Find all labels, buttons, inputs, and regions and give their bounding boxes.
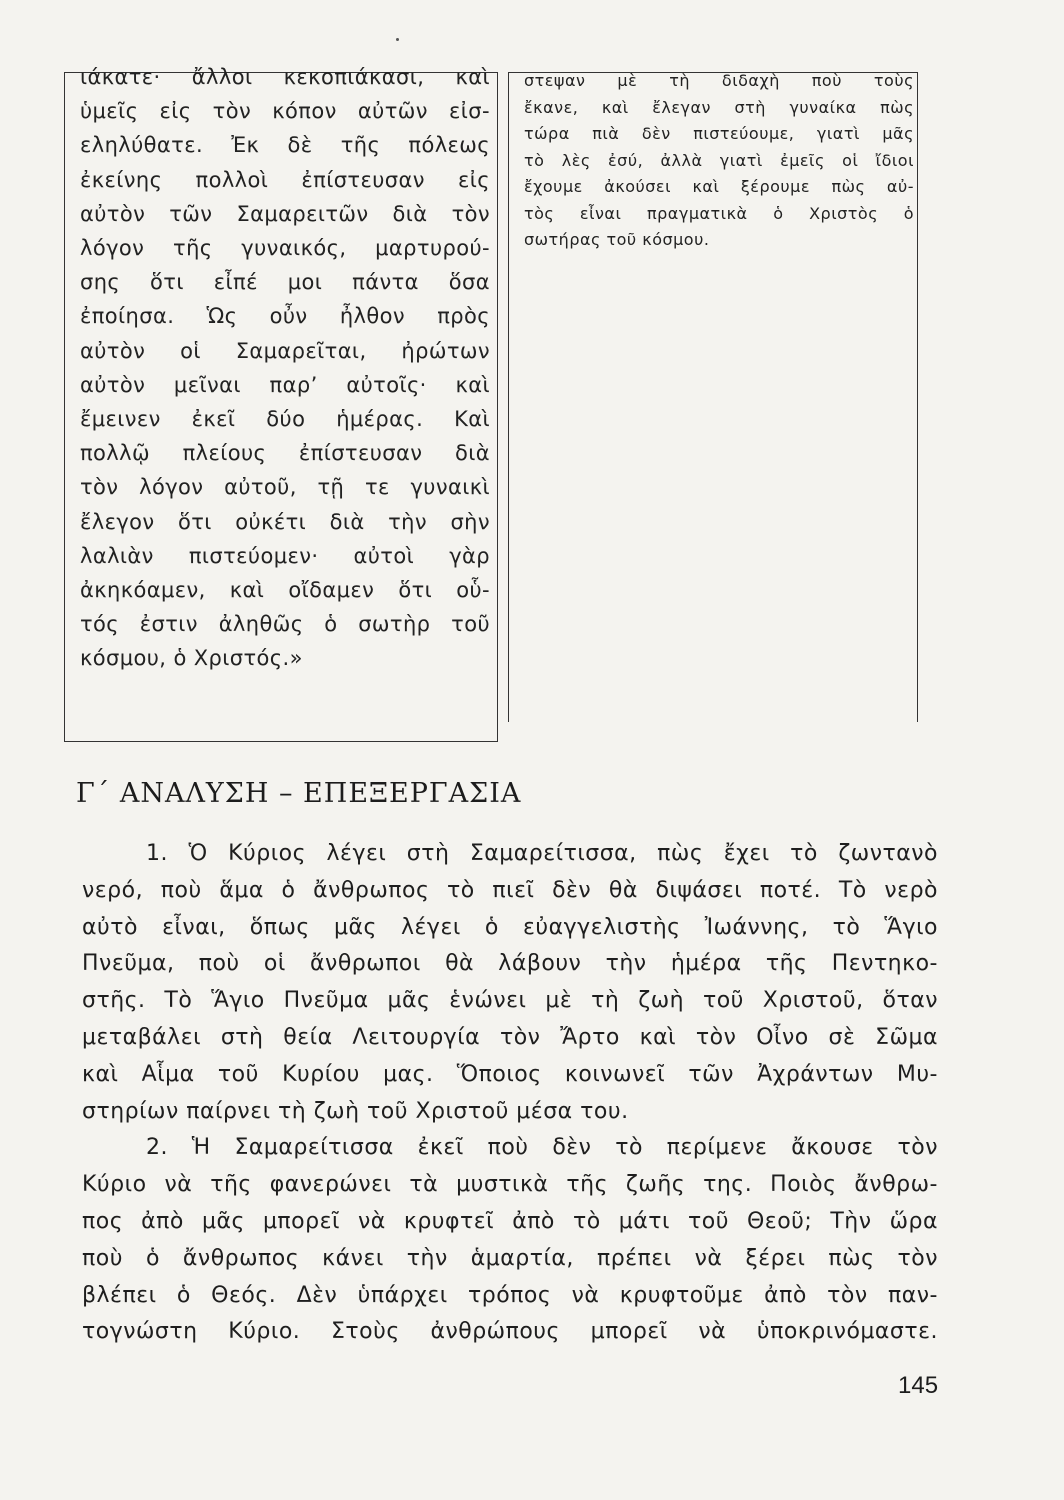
quote-left-line: τὸν λόγον αὐτοῦ, τῇ τε γυναικὶ [80, 475, 490, 500]
quote-right-line: στεψαν μὲ τὴ διδαχὴ ποὺ τοὺς [524, 71, 914, 90]
quote-left-line: ἔμεινεν ἐκεῖ δύο ἡμέρας. Καὶ [80, 407, 490, 432]
quote-right-line: τὸ λὲς ἐσύ, ἀλλὰ γιατὶ ἐμεῖς οἱ ἴδιοι [524, 150, 914, 170]
quote-right-line: ἔκανε, καὶ ἔλεγαν στὴ γυναίκα πὼς [524, 97, 914, 117]
quote-right-line: ἔχουμε ἀκούσει καὶ ξέρουμε πὼς αὐ- [524, 177, 914, 196]
quote-right-line: τὸς εἶναι πραγματικὰ ὁ Χριστὸς ὁ [524, 203, 914, 223]
quote-left-column [80, 60, 490, 676]
paragraph-1-line: Πνεῦμα, ποὺ οἱ ἄνθρωποι θὰ λάβουν τὴν ἡμέρα τῆς Πεντηκο- [82, 951, 938, 977]
paragraph-2-line: πος ἀπὸ μᾶς μπορεῖ νὰ κρυφτεῖ ἀπὸ τὸ μάτι τοῦ Θεοῦ; Τὴν ὥρα [82, 1208, 938, 1234]
paragraph-1-line: καὶ Αἷμα τοῦ Κυρίου μας. Ὅποιος κοινωνεῖ τῶν Ἀχράντων Μυ- [82, 1061, 938, 1087]
paragraph-2-line: Κύριο νὰ τῆς φανερώνει τὰ μυστικὰ τῆς ζωῆς της. Ποιὸς ἄνθρω- [82, 1172, 938, 1198]
quote-left-line: λόγον τῆς γυναικός, μαρτυρού- [80, 236, 490, 261]
quote-left-line: τός ἐστιν ἀληθῶς ὁ σωτὴρ τοῦ [80, 612, 490, 637]
quote-left-line: κόσμου, ὁ Χριστός.» [80, 646, 303, 671]
quote-left-line: ἐποίησα. Ὡς οὖν ἦλθον πρὸς [80, 304, 490, 329]
paragraph-1-line: αὐτὸ εἶναι, ὅπως μᾶς λέγει ὁ εὐαγγελιστὴς Ἰωάννης, τὸ Ἅγιο [82, 914, 938, 940]
paragraph-1-line: νερό, ποὺ ἅμα ὁ ἄνθρωπος τὸ πιεῖ δὲν θὰ διψάσει ποτέ. Τὸ νερὸ [82, 877, 938, 903]
paragraph-1-line: στηρίων παίρνει τὴ ζωὴ τοῦ Χριστοῦ μέσα του. [82, 1098, 629, 1124]
page-number: 145 [898, 1372, 939, 1399]
quote-left-line: εληλύθατε. Ἐκ δὲ τῆς πόλεως [80, 133, 490, 158]
quote-right-column [524, 68, 914, 254]
paper-speck [396, 38, 399, 41]
paragraph-2-line: βλέπει ὁ Θεός. Δὲν ὑπάρχει τρόπος νὰ κρυφτοῦμε ἀπὸ τὸν παν- [82, 1282, 938, 1308]
quote-left-line: σης ὅτι εἶπέ μοι πάντα ὅσα [80, 270, 490, 295]
quote-left-line: ἐκείνης πολλοὶ ἐπίστευσαν εἰς [80, 167, 490, 192]
quote-left-line: αὐτὸν τῶν Σαμαρειτῶν διὰ τὸν [80, 201, 490, 226]
paragraph-2-line: τογνώστη Κύριο. Στοὺς ἀνθρώπους μπορεῖ νὰ ὑποκρινόμαστε. [82, 1319, 938, 1345]
body-text [82, 836, 938, 1351]
quote-right-line: σωτήρας τοῦ κόσμου. [524, 230, 710, 249]
paragraph-1-line: μεταβάλει στὴ θεία Λειτουργία τὸν Ἄρτο καὶ τὸν Οἶνο σὲ Σῶμα [82, 1024, 938, 1050]
paragraph-2-line: 2. Ἡ Σαμαρείτισσα ἐκεῖ ποὺ δὲν τὸ περίμενε ἄκουσε τὸν [146, 1135, 938, 1161]
quote-left-line: πολλῷ πλείους ἐπίστευσαν διὰ [80, 441, 490, 466]
quote-left-line: ἀκηκόαμεν, καὶ οἴδαμεν ὅτι οὗ- [80, 578, 490, 603]
quote-left-line: ὑμεῖς εἰς τὸν κόπον αὐτῶν εἰσ- [80, 99, 490, 124]
quote-left-line: αὐτὸν μεῖναι παρ’ αὐτοῖς· καὶ [80, 372, 490, 397]
paragraph-1-line: στῆς. Τὸ Ἅγιο Πνεῦμα μᾶς ἑνώνει μὲ τὴ ζωὴ τοῦ Χριστοῦ, ὅταν [82, 988, 938, 1014]
quote-left-line: λαλιὰν πιστεύομεν· αὐτοὶ γὰρ [80, 543, 490, 568]
quote-left-line: ἔλεγον ὅτι οὐκέτι διὰ τὴν σὴν [80, 509, 490, 534]
quote-left-line: ιάκατε· ἄλλοι κεκοπιάκασι, καὶ [80, 65, 490, 89]
quote-left-line: αὐτὸν οἱ Σαμαρεῖται, ἠρώτων [80, 338, 490, 363]
quote-right-line: τώρα πιὰ δὲν πιστεύουμε, γιατὶ μᾶς [524, 124, 914, 143]
paragraph-1-line: 1. Ὁ Κύριος λέγει στὴ Σαμαρείτισσα, πὼς ἔχει τὸ ζωντανὸ [146, 841, 938, 866]
section-heading: Γ΄ ΑΝΑΛΥΣΗ – ΕΠΕΞΕΡΓΑΣΙΑ [76, 778, 522, 809]
quote-box [64, 48, 912, 693]
paragraph-2-line: ποὺ ὁ ἄνθρωπος κάνει τὴν ἁμαρτία, πρέπει νὰ ξέρει πὼς τὸν [82, 1245, 938, 1271]
